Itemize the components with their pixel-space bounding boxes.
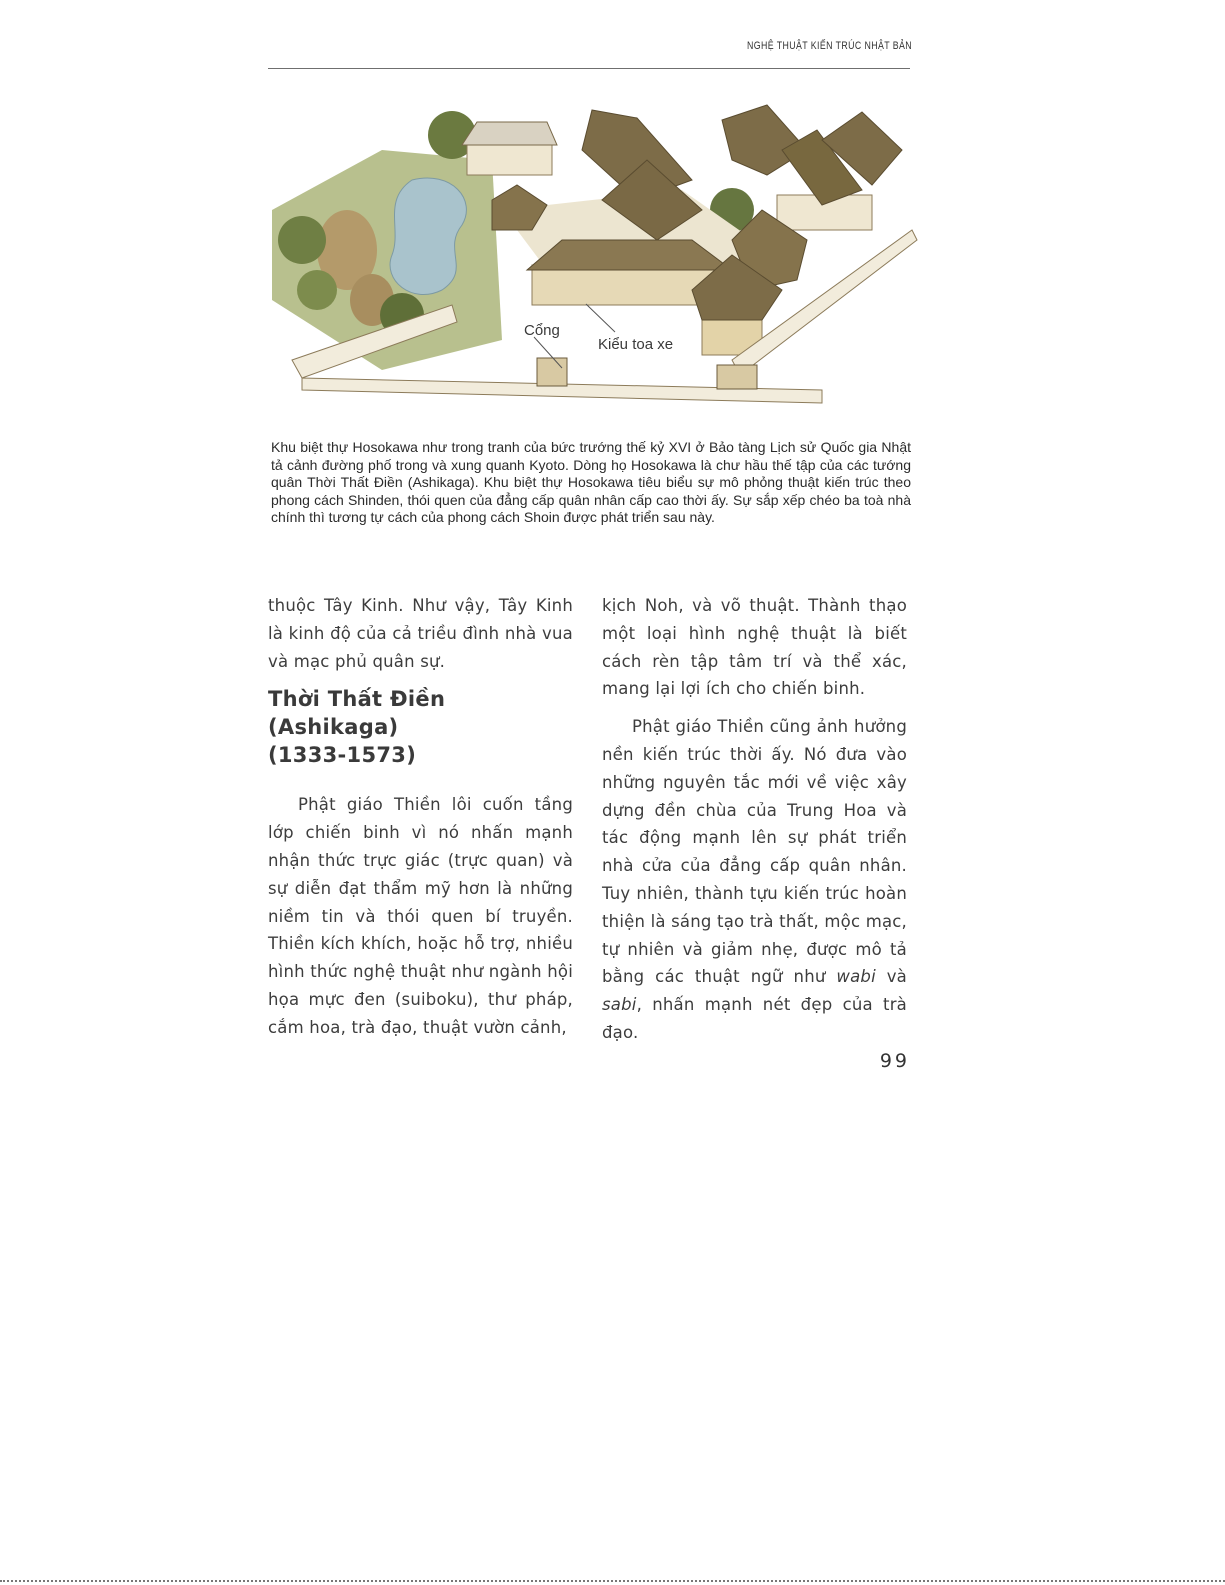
section-heading-line: Thời Thất Điền (Ashikaga) xyxy=(268,687,446,740)
carriage-style-label: Kiểu toa xe xyxy=(598,336,674,353)
header-rule xyxy=(268,68,910,69)
section-heading-dates: (1333-1573) xyxy=(268,743,417,768)
gate-structure xyxy=(537,358,567,386)
figure-caption: Khu biệt thự Hosokawa như trong tranh của bức trướng thế kỷ XVI ở Bảo tàng Lịch sử Quốc gia Nhật tả cảnh đường phố trong và xung quanh Kyoto. Dòng họ Hosokawa là chư hầu thế tập của các tướng quân Thời Thất Điền (Ashikaga). Khu biệt thự Hosokawa tiêu biểu sự mô phỏng thuật kiến trúc theo phong cách Shinden, thói quen của đẳng cấp quân nhân cấp cao thời ấy. Sự sắp xếp chéo ba toà nhà chính thì tương tự cách của phong cách Shoin được phát triển sau này. xyxy=(271,439,911,526)
paragraph-text: Phật giáo Thiền cũng ảnh hưởng nền kiến trúc thời ấy. Nó đưa vào những nguyên tắc mới về việc xây dựng đền chùa của Trung Hoa và tác động mạnh lên sự phát triển nhà cửa của đẳng cấp quân nhân. Tuy nhiên, thành tựu kiến trúc hoàn thiện là sáng tạo trà thất, mộc mạc, tự nhiên và giảm nhẹ, được mô tả bằng các thuật ngữ như xyxy=(602,717,907,987)
villa-illustration xyxy=(262,90,922,420)
leader-line xyxy=(586,304,615,332)
roof xyxy=(462,122,557,145)
paragraph: thuộc Tây Kinh. Như vậy, Tây Kinh là kinh độ của cả triều đình nhà vua và mạc phủ quân sự. xyxy=(268,596,573,671)
gate-label: Cổng xyxy=(524,322,560,339)
term-wabi: wabi xyxy=(836,967,876,987)
running-head: NGHỆ THUẬT KIẾN TRÚC NHẬT BẢN xyxy=(747,40,912,52)
paragraph-text: và xyxy=(875,967,907,987)
tree xyxy=(297,270,337,310)
page-number: 99 xyxy=(879,1050,910,1072)
section-heading xyxy=(268,685,573,769)
page-edge-rule xyxy=(0,1580,1225,1582)
paragraph: Phật giáo Thiền lôi cuốn tầng lớp chiến binh vì nó nhấn mạnh nhận thức trực giác (trực quan) và sự diễn đạt thẩm mỹ hơn là những niềm tin và thói quen bí truyền. Thiền kích khích, hoặc hỗ trợ, nhiều hình thức nghệ thuật như ngành hội họa mực đen (suiboku), thư pháp, cắm hoa, trà đạo, thuật vườn cảnh, xyxy=(268,795,573,1037)
left-column xyxy=(268,592,573,1042)
gate-structure xyxy=(717,365,757,389)
tree xyxy=(278,216,326,264)
term-sabi: sabi xyxy=(602,995,637,1015)
paragraph: kịch Noh, và võ thuật. Thành thạo một loại hình nghệ thuật là biết cách rèn tập tâm trí và thể xác, mang lại lợi ích cho chiến binh. xyxy=(602,596,907,699)
right-column xyxy=(602,592,907,1047)
paragraph-text: , nhấn mạnh nét đẹp của trà đạo. xyxy=(602,995,907,1042)
building-wall xyxy=(467,145,552,175)
paragraph xyxy=(602,713,907,1047)
